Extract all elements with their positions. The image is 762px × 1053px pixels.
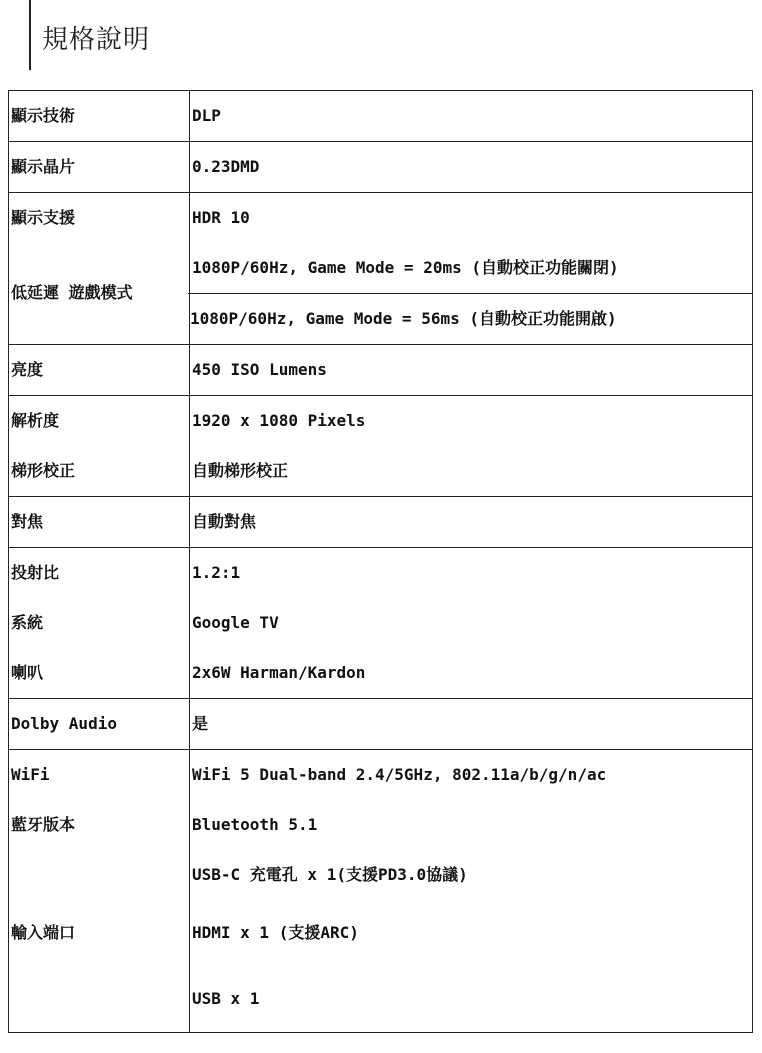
spec-label: 喇叭 [11,663,44,682]
spec-label-cell [9,699,190,750]
spec-label: 顯示晶片 [11,157,76,176]
spec-row-throw-system-speaker [9,548,753,699]
spec-label: WiFi [11,765,50,784]
spec-value: 自動梯形校正 [192,461,289,480]
spec-row-dolby [9,699,753,750]
spec-value: 450 ISO Lumens [192,360,327,379]
spec-value: 2x6W Harman/Kardon [192,663,366,682]
spec-value-cell [190,396,753,497]
spec-value-cell [190,91,753,142]
spec-value-cell [190,142,753,193]
spec-label: 梯形校正 [11,461,76,480]
spec-label-cell [9,91,190,142]
spec-label: 解析度 [11,411,60,430]
spec-value: USB x 1 [192,989,260,1008]
spec-row-display-support-latency [9,193,753,345]
spec-row-focus [9,497,753,548]
spacer [11,850,189,900]
spec-table [8,90,753,1033]
spec-label-cell [9,497,190,548]
spec-label: 顯示技術 [11,106,76,125]
spec-label-cell [9,345,190,396]
spec-value: 1920 x 1080 Pixels [192,411,366,430]
spec-row-brightness [9,345,753,396]
spec-value: 自動對焦 [192,512,257,531]
spec-row-display-tech [9,91,753,142]
spec-value-cell [190,699,753,750]
spec-label-cell [9,193,190,345]
spec-value: Google TV [192,613,279,632]
spec-label: 亮度 [11,360,44,379]
spec-value: Bluetooth 5.1 [192,815,318,834]
spec-value: 1.2:1 [192,563,241,582]
spec-value: WiFi 5 Dual-band 2.4/5GHz, 802.11a/b/g/n/ac [192,765,607,784]
spec-value-cell [190,193,753,345]
spec-label-cell [9,396,190,497]
spec-label: 對焦 [11,512,44,531]
spec-value: HDR 10 [192,208,250,227]
spec-value: 1080P/60Hz, Game Mode = 20ms (自動校正功能關閉) [192,258,619,277]
spec-label: 低延遲 遊戲模式 [11,283,133,302]
spec-label-cell [9,142,190,193]
spec-value-cell [190,548,753,699]
spec-label: Dolby Audio [11,714,117,733]
spec-label: 輸入端口 [11,923,76,942]
spec-label: 系統 [11,613,44,632]
spec-row-resolution-keystone [9,396,753,497]
spec-label: 顯示支援 [11,208,76,227]
spec-value-cell [190,345,753,396]
spec-row-display-chip [9,142,753,193]
page-title: 規格說明 [42,25,151,55]
spec-value: HDMI x 1 (支援ARC) [192,923,359,942]
spec-label: 藍牙版本 [11,815,76,834]
spec-value-cell [190,750,753,1033]
spec-label-cell [9,548,190,699]
spec-label: 投射比 [11,563,60,582]
spec-value: 是 [192,714,209,733]
spec-label-cell [9,750,190,1033]
spec-value: USB-C 充電孔 x 1(支援PD3.0協議) [192,865,468,884]
spec-row-connectivity-ports [9,750,753,1033]
spec-value-cell [190,497,753,548]
spec-value: 1080P/60Hz, Game Mode = 56ms (自動校正功能開啟) [188,293,752,344]
spec-value: DLP [192,106,221,125]
page-header [29,0,151,70]
spec-value: 0.23DMD [192,157,260,176]
